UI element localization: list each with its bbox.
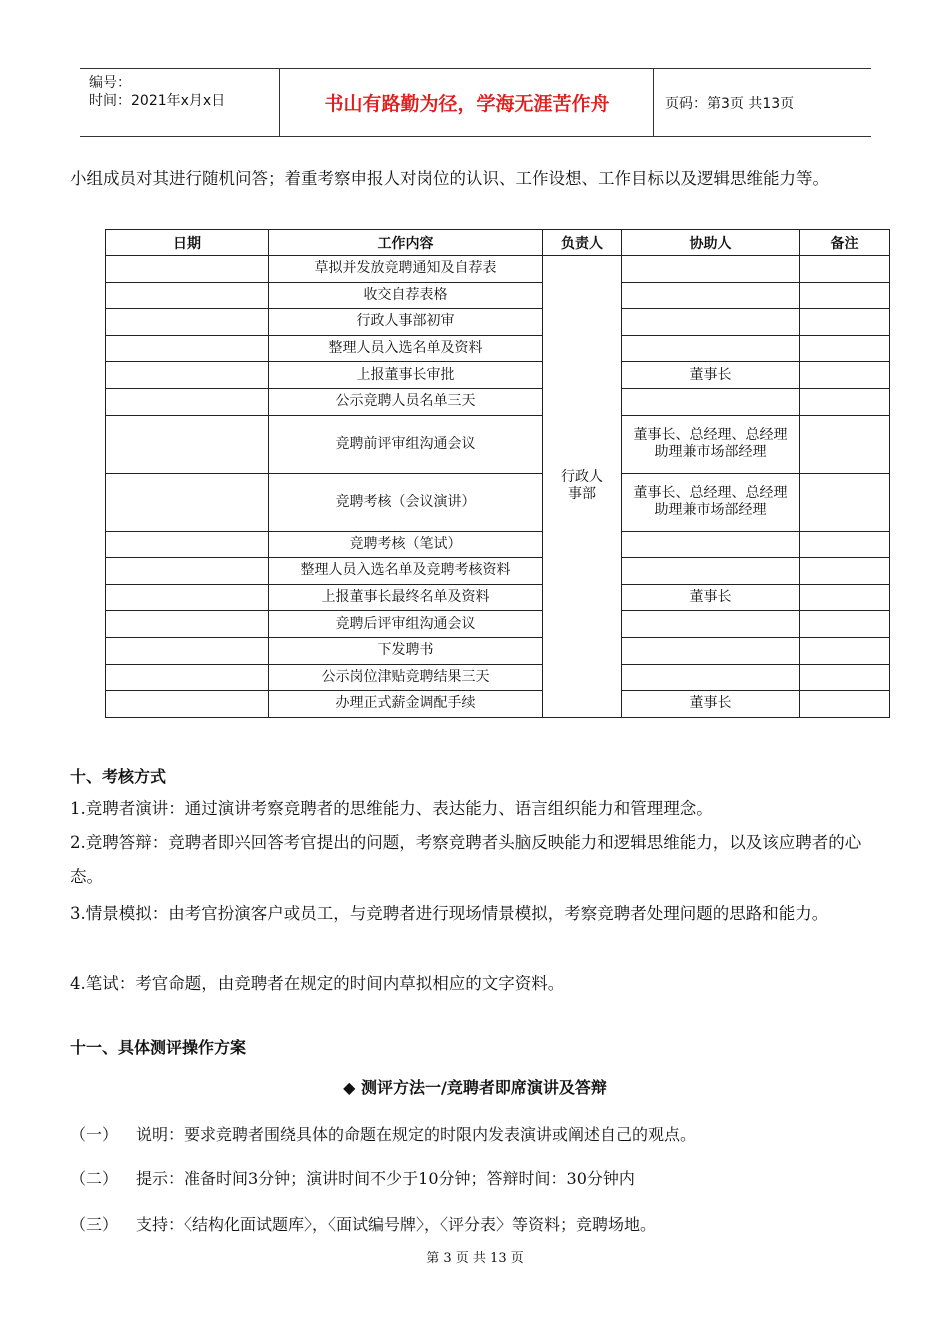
col-assistant: 协助人 [622, 230, 800, 256]
cell-task: 上报董事长最终名单及资料 [269, 584, 543, 611]
table-row [106, 415, 890, 473]
list-item [70, 1212, 656, 1235]
schedule-table [105, 229, 890, 718]
cell-task: 竞聘考核（会议演讲） [269, 473, 543, 531]
cell-date [106, 388, 269, 415]
table-row [106, 691, 890, 718]
assistant-text: 董事长、总经理、总经理助理兼市场部经理 [633, 427, 788, 461]
cell-date [106, 335, 269, 362]
cell-assistant: 董事长 [622, 691, 800, 718]
cell-task: 竞聘后评审组沟通会议 [269, 611, 543, 638]
cell-task: 整理人员入选名单及资料 [269, 335, 543, 362]
table-row [106, 637, 890, 664]
number-label: 编号： [89, 75, 131, 91]
cell-assistant: 董事长 [622, 362, 800, 389]
cell-assistant [622, 415, 800, 473]
cell-assistant [622, 531, 800, 558]
item-text: 提示：准备时间3分钟；演讲时间不少于10分钟；答辩时间：30分钟内 [136, 1169, 635, 1188]
cell-task: 上报董事长审批 [269, 362, 543, 389]
cell-date [106, 282, 269, 309]
cell-date [106, 473, 269, 531]
table-row [106, 388, 890, 415]
table-row [106, 473, 890, 531]
section-10-item-4: 4.笔试：考官命题，由竞聘者在规定的时间内草拟相应的文字资料。 [70, 974, 565, 993]
assistant-text: 董事长、总经理、总经理助理兼市场部经理 [633, 485, 788, 519]
cell-note [800, 584, 890, 611]
table-row [106, 256, 890, 283]
cell-note [800, 637, 890, 664]
cell-date [106, 256, 269, 283]
cell-note [800, 282, 890, 309]
page-footer: 第 3 页 共 13 页 [426, 1251, 524, 1266]
cell-task: 整理人员入选名单及竞聘考核资料 [269, 558, 543, 585]
page-header [80, 68, 871, 137]
table-row [106, 362, 890, 389]
cell-note [800, 388, 890, 415]
cell-task: 行政人事部初审 [269, 309, 543, 336]
cell-assistant [622, 637, 800, 664]
table-row [106, 558, 890, 585]
col-date: 日期 [106, 230, 269, 256]
cell-responsible [543, 256, 622, 718]
cell-date [106, 637, 269, 664]
cell-task: 办理正式薪金调配手续 [269, 691, 543, 718]
col-task: 工作内容 [269, 230, 543, 256]
cell-note [800, 335, 890, 362]
cell-task: 公示竞聘人员名单三天 [269, 388, 543, 415]
cell-assistant [622, 309, 800, 336]
cell-assistant [622, 558, 800, 585]
cell-assistant [622, 388, 800, 415]
item-text: 支持：〈结构化面试题库〉，〈面试编号牌〉，〈评分表〉等资料；竞聘场地。 [136, 1215, 657, 1234]
section-11-title: 十一、具体测评操作方案 [70, 1038, 247, 1057]
table-row [106, 611, 890, 638]
responsible-text: 行政人事部 [561, 469, 603, 503]
cell-date [106, 415, 269, 473]
date-label: 时间：2021年x月x日 [89, 93, 226, 109]
cell-note [800, 664, 890, 691]
cell-assistant [622, 282, 800, 309]
cell-date [106, 558, 269, 585]
cell-note [800, 473, 890, 531]
cell-assistant [622, 611, 800, 638]
section-10-item-3: 3.情景模拟：由考官扮演客户或员工，与竞聘者进行现场情景模拟，考察竞聘者处理问题的思路和能力。 [70, 904, 829, 923]
header-motto: 书山有路勤为径，学海无涯苦作舟 [281, 69, 654, 136]
table-row [106, 282, 890, 309]
cell-task: 竞聘考核（笔试） [269, 531, 543, 558]
cell-assistant [622, 256, 800, 283]
cell-date [106, 691, 269, 718]
list-item [70, 1122, 696, 1145]
cell-assistant: 董事长 [622, 584, 800, 611]
cell-note [800, 256, 890, 283]
header-meta [80, 69, 280, 136]
cell-date [106, 611, 269, 638]
cell-date [106, 362, 269, 389]
item-number: （一） [70, 1125, 119, 1144]
cell-note [800, 558, 890, 585]
cell-note [800, 691, 890, 718]
cell-assistant [622, 473, 800, 531]
cell-task: 草拟并发放竞聘通知及自荐表 [269, 256, 543, 283]
cell-note [800, 611, 890, 638]
cell-assistant [622, 664, 800, 691]
header-page-number: 页码：第3页 共13页 [665, 95, 795, 112]
cell-date [106, 531, 269, 558]
table-header-row [106, 230, 890, 256]
cell-task: 竞聘前评审组沟通会议 [269, 415, 543, 473]
table-row [106, 531, 890, 558]
list-item [70, 1166, 635, 1189]
item-number: （三） [70, 1215, 119, 1234]
section-10-item-2: 2.竞聘答辩：竞聘者即兴回答考官提出的问题，考察竞聘者头脑反映能力和逻辑思维能力，以及该应聘者的心态。 [70, 833, 862, 886]
cell-date [106, 584, 269, 611]
cell-note [800, 415, 890, 473]
cell-note [800, 309, 890, 336]
table-row [106, 584, 890, 611]
col-note: 备注 [800, 230, 890, 256]
cell-date [106, 664, 269, 691]
method-title: ◆ 测评方法一/竞聘者即席演讲及答辩 [343, 1078, 607, 1097]
table-row [106, 335, 890, 362]
item-text: 说明：要求竞聘者围绕具体的命题在规定的时限内发表演讲或阐述自己的观点。 [136, 1125, 697, 1144]
item-number: （二） [70, 1169, 119, 1188]
cell-task: 公示岗位津贴竞聘结果三天 [269, 664, 543, 691]
cell-note [800, 531, 890, 558]
table-row [106, 664, 890, 691]
cell-note [800, 362, 890, 389]
intro-paragraph: 小组成员对其进行随机问答；着重考察申报人对岗位的认识、工作设想、工作目标以及逻辑思维能力等。 [70, 169, 829, 188]
section-10-title: 十、考核方式 [70, 767, 167, 786]
table-row [106, 309, 890, 336]
cell-date [106, 309, 269, 336]
cell-task: 下发聘书 [269, 637, 543, 664]
section-10-item-1: 1.竞聘者演讲：通过演讲考察竞聘者的思维能力、表达能力、语言组织能力和管理理念。 [70, 799, 713, 818]
cell-assistant [622, 335, 800, 362]
cell-task: 收交自荐表格 [269, 282, 543, 309]
col-responsible: 负责人 [543, 230, 622, 256]
